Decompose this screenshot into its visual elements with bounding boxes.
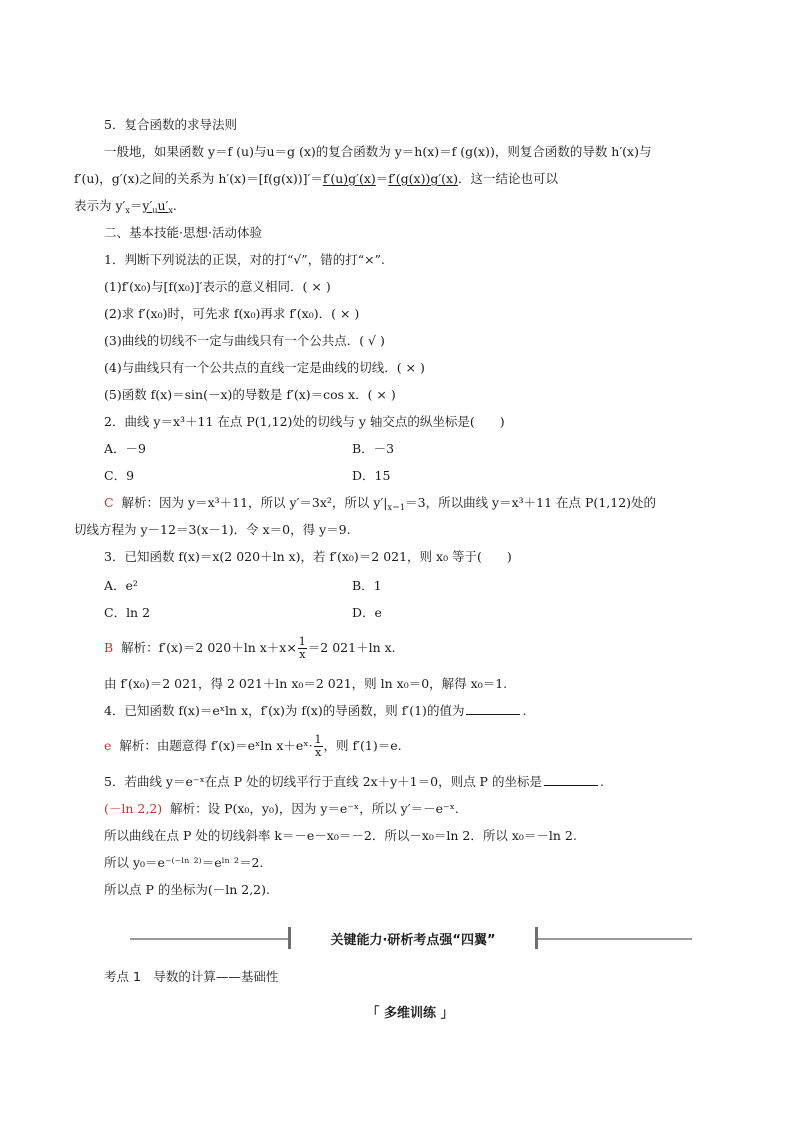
- text: 解析：设 P(x₀，y₀)，因为 y＝e⁻ˣ，所以 y′＝－e⁻ˣ.: [170, 801, 459, 816]
- option-c: C．9: [104, 468, 135, 483]
- option-c: C．ln 2: [104, 605, 151, 620]
- section-banner: [288, 927, 538, 949]
- option-d: D．15: [352, 468, 391, 483]
- blank-answer-3: $y'_uu'_x$: [142, 198, 173, 215]
- question-3-solution-line-2: 由 f′(x₀)＝2 021，得 2 021＋ln x₀＝2 021，则 ln x₀＝0，解得 x₀＝1.: [104, 676, 508, 691]
- question-5-solution-line-4: 所以点 P 的坐标为(－ln 2,2).: [104, 882, 270, 897]
- question-4: [104, 702, 526, 720]
- question-1-item-1: (1)f′(x₀)与[f(x₀)]′表示的意义相同．( × ): [104, 279, 331, 294]
- answer-label: C: [104, 495, 114, 510]
- question-1-item-2: (2)求 f′(x₀)时，可先求 f(x₀)再求 f′(x₀)．( × ): [104, 306, 360, 321]
- banner-title: 关键能力·研析考点强“四翼”: [330, 932, 496, 948]
- text: .: [522, 703, 527, 718]
- text: ＝3，所以曲线 y＝x³＋11 在点 P(1,12)处的: [405, 495, 657, 510]
- text: 解析：因为 y＝x³＋11，所以 y′＝3x²，所以 y′|: [121, 495, 388, 510]
- question-1: 1．判断下列说法的正误，对的打“√”，错的打“×”.: [104, 252, 385, 267]
- question-1-item-3: (3)曲线的切线不一定与曲线只有一个公共点．( √ ): [104, 333, 385, 348]
- fraction: $\frac{1}{x}$: [298, 635, 306, 661]
- subscript: x: [125, 206, 130, 215]
- text: .: [599, 774, 604, 789]
- banner-rule-left: [130, 938, 288, 940]
- question-3: 3．已知函数 f(x)＝x(2 020＋ln x)，若 f′(x₀)＝2 021，则 x₀ 等于( ): [104, 549, 512, 564]
- text: ＝2 021＋ln x.: [307, 640, 396, 655]
- answer-label: (－ln 2,2): [104, 801, 163, 816]
- paragraph-line-2: [74, 170, 558, 188]
- question-5: [104, 773, 604, 791]
- text: 表示为 y′: [74, 198, 126, 213]
- option-d: D．e: [352, 605, 382, 620]
- option-a: A．－9: [104, 441, 146, 456]
- question-5-solution-line-1: [104, 800, 459, 818]
- question-1-item-4: (4)与曲线只有一个公共点的直线一定是曲线的切线．( × ): [104, 360, 425, 375]
- topic-1-title: 考点 1 导数的计算——基础性: [104, 969, 279, 984]
- banner-rule-right: [532, 938, 692, 940]
- answer-blank: [544, 773, 598, 786]
- question-5-solution-line-3: 所以 y₀＝e⁻⁽⁻ˡⁿ ²⁾＝eˡⁿ ²＝2.: [104, 855, 264, 870]
- text: f′(u)，g′(x)之间的关系为 h′(x)＝[f(g(x))]′＝: [74, 171, 323, 186]
- option-b: B．－3: [352, 441, 395, 456]
- text: ，则 f′(1)＝e.: [323, 738, 402, 753]
- text: ＝: [129, 198, 143, 213]
- question-2-solution-line-1: [104, 494, 656, 517]
- text: ．这一结论也可以: [457, 171, 558, 186]
- blank-answer-1: f′(u)g′(x): [322, 171, 376, 186]
- question-2-solution-line-2: 切线方程为 y－12＝3(x－1)．令 x＝0，得 y＝9.: [74, 522, 351, 537]
- answer-label: e: [104, 738, 112, 753]
- text: 解析：由题意得 f′(x)＝eˣln x＋eˣ·: [119, 738, 313, 753]
- question-2: 2．曲线 y＝x³＋11 在点 P(1,12)处的切线与 y 轴交点的纵坐标是( ): [104, 414, 505, 429]
- paragraph-line-3: [74, 197, 177, 220]
- question-1-item-5: (5)函数 f(x)＝sin(－x)的导数是 f′(x)＝cos x．( × ): [104, 387, 396, 402]
- section-5-title: 5．复合函数的求导法则: [104, 117, 237, 132]
- text: .: [172, 198, 177, 213]
- question-4-solution: [104, 731, 402, 761]
- text: 解析：f′(x)＝2 020＋ln x＋x×: [121, 640, 297, 655]
- question-3-solution-line-1: [104, 633, 396, 663]
- option-a: A．e²: [104, 578, 138, 593]
- text: 4．已知函数 f(x)＝eˣln x，f′(x)为 f(x)的导函数，则 f′(1)的值为: [104, 703, 465, 718]
- answer-label: B: [104, 640, 114, 655]
- subscript: x＝1: [387, 503, 406, 512]
- option-b: B．1: [352, 578, 382, 593]
- paragraph-line-1: 一般地，如果函数 y＝f (u)与u＝g (x)的复合函数为 y＝h(x)＝f (g(x))，则复合函数的导数 h′(x)与: [104, 144, 652, 159]
- answer-blank: [466, 702, 520, 715]
- section-2-title: 二、基本技能·思想·活动体验: [104, 225, 262, 240]
- training-subtitle: 「 多维训练 」: [366, 1006, 454, 1021]
- text: ＝: [375, 171, 389, 186]
- fraction: $\frac{1}{x}$: [314, 733, 322, 759]
- text: 5．若曲线 y＝e⁻ˣ在点 P 处的切线平行于直线 2x＋y＋1＝0，则点 P 的坐标是: [104, 774, 542, 789]
- question-5-solution-line-2: 所以曲线在点 P 处的切线斜率 k＝－e－x₀＝－2．所以－x₀＝ln 2．所以 x₀＝－ln 2.: [104, 828, 577, 843]
- blank-answer-2: f′(g(x))g′(x): [388, 171, 458, 186]
